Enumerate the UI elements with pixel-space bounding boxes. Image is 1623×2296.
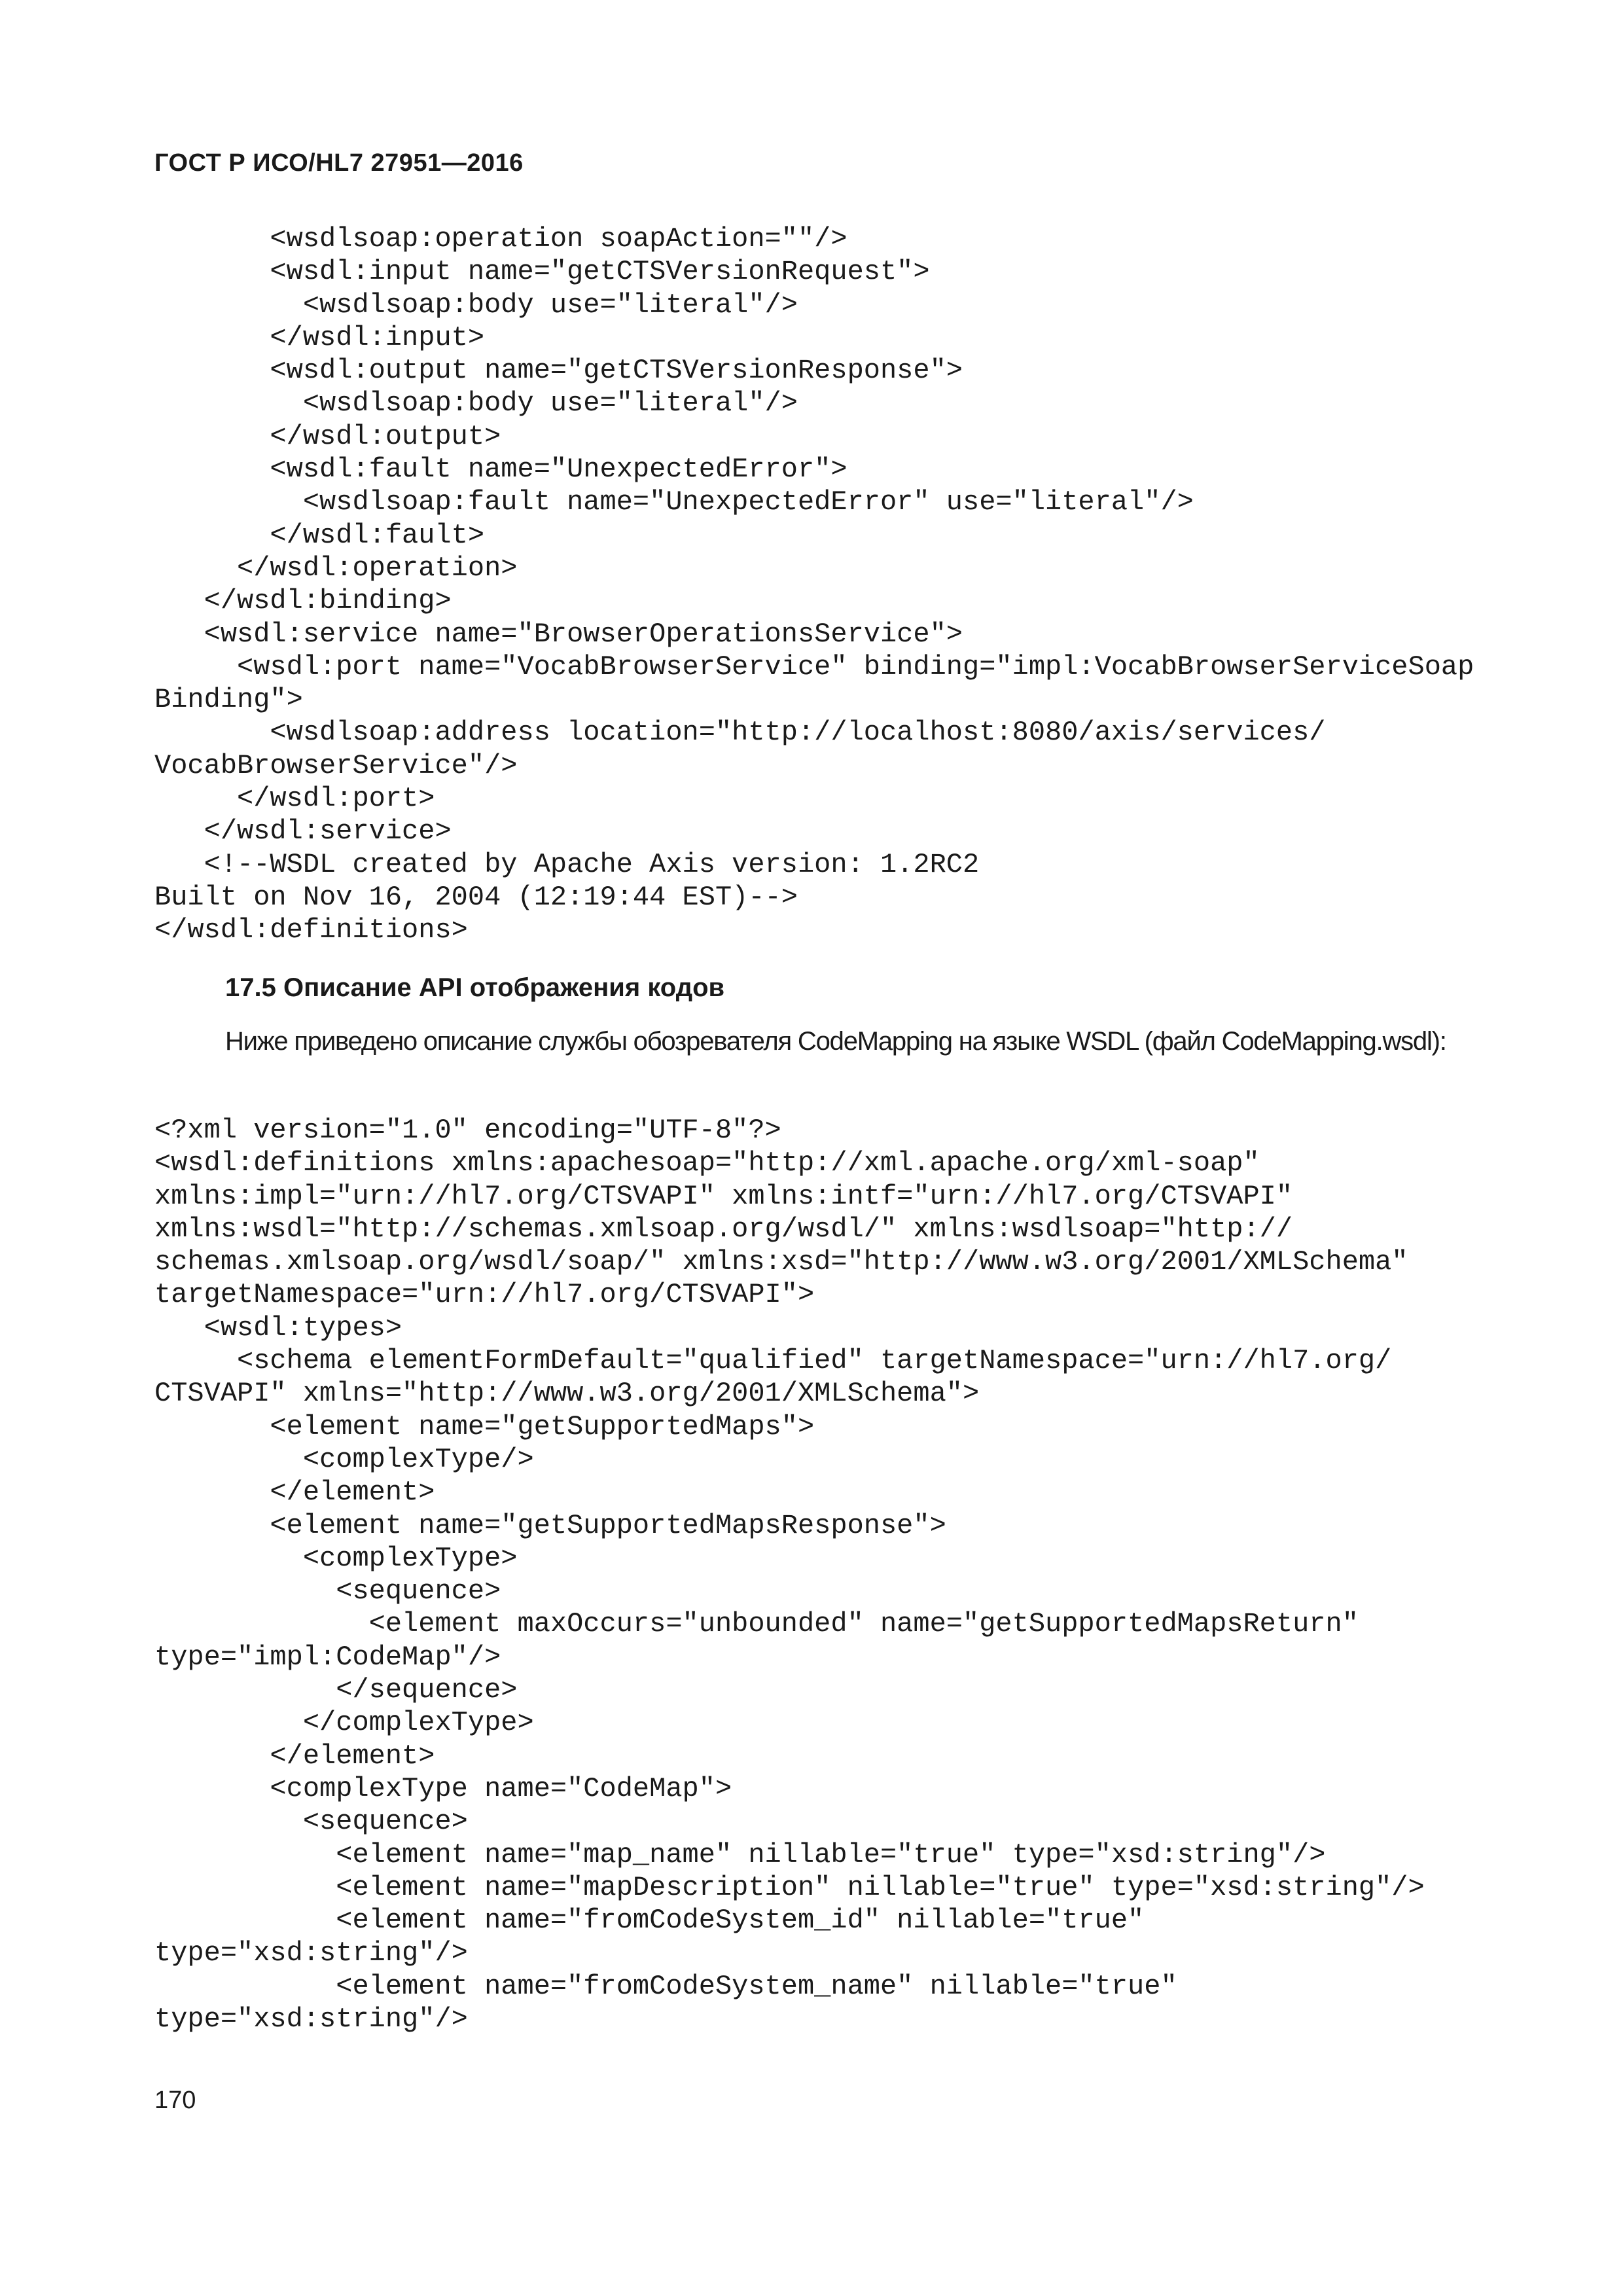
code-line: </complexType> — [154, 1707, 534, 1739]
code-line: schemas.xmlsoap.org/wsdl/soap/" xmlns:xsd="http://www.w3.org/2001/XMLSchema" — [154, 1246, 1408, 1278]
code-line: </wsdl:fault> — [154, 519, 485, 551]
code-line: <element name="fromCodeSystem_name" nillable="true" — [154, 1970, 1177, 2002]
code-line: </wsdl:service> — [154, 816, 452, 848]
code-line: <wsdl:input name="getCTSVersionRequest"> — [154, 256, 930, 288]
code-line: <wsdlsoap:body use="literal"/> — [154, 289, 798, 321]
code-line: <wsdlsoap:operation soapAction=""/> — [154, 223, 847, 255]
code-line: <!--WSDL created by Apache Axis version: 1.2RC2 — [154, 848, 980, 880]
code-line: <element name="fromCodeSystem_id" nillable="true" — [154, 1905, 1145, 1937]
code-line: <wsdl:types> — [154, 1312, 402, 1344]
code-line: Built on Nov 16, 2004 (12:19:44 EST)--> — [154, 881, 798, 913]
code-line: <wsdl:definitions xmlns:apachesoap="http://xml.apache.org/xml-soap" — [154, 1147, 1260, 1179]
code-line: </wsdl:binding> — [154, 585, 452, 617]
code-line: <wsdl:port name="VocabBrowserService" binding="impl:VocabBrowserServiceSoap — [154, 651, 1474, 683]
code-line: </wsdl:definitions> — [154, 914, 468, 946]
section-heading: 17.5 Описание API отображения кодов — [225, 973, 725, 1002]
code-line: <sequence> — [154, 1575, 501, 1607]
code-line: <element name="mapDescription" nillable="true" type="xsd:string"/> — [154, 1871, 1425, 1903]
code-line: xmlns:wsdl="http://schemas.xmlsoap.org/wsdl/" xmlns:wsdlsoap="http:// — [154, 1213, 1293, 1245]
wsdl-code-listing-continued — [154, 223, 1474, 947]
code-line: <wsdl:fault name="UnexpectedError"> — [154, 454, 847, 486]
code-line: <wsdl:output name="getCTSVersionResponse"> — [154, 355, 963, 387]
code-line: <wsdl:service name="BrowserOperationsService"> — [154, 618, 963, 650]
code-line: type="xsd:string"/> — [154, 2003, 468, 2036]
section-paragraph: Ниже приведено описание службы обозревателя CodeMapping на языке WSDL (файл CodeMapping.wsdl): — [225, 1027, 1446, 1056]
code-line: </wsdl:port> — [154, 783, 435, 815]
code-line: </wsdl:output> — [154, 420, 501, 452]
wsdl-code-listing-codemapping — [154, 1114, 1425, 2036]
code-line: <wsdlsoap:body use="literal"/> — [154, 387, 798, 420]
code-line: <?xml version="1.0" encoding="UTF-8"?> — [154, 1115, 781, 1146]
code-line: </wsdl:input> — [154, 321, 485, 353]
code-line: <complexType name="CodeMap"> — [154, 1772, 732, 1804]
code-line: </sequence> — [154, 1674, 518, 1706]
code-line: <schema elementFormDefault="qualified" targetNamespace="urn://hl7.org/ — [154, 1345, 1392, 1377]
code-line: <element name="map_name" nillable="true" type="xsd:string"/> — [154, 1839, 1326, 1871]
code-line: <element maxOccurs="unbounded" name="getSupportedMapsReturn" — [154, 1608, 1359, 1640]
page-number: 170 — [154, 2087, 196, 2114]
code-line: </element> — [154, 1740, 435, 1772]
code-line: <wsdlsoap:address location="http://localhost:8080/axis/services/ — [154, 717, 1326, 749]
code-line: type="xsd:string"/> — [154, 1937, 468, 1969]
code-line: xmlns:impl="urn://hl7.org/CTSVAPI" xmlns:intf="urn://hl7.org/CTSVAPI" — [154, 1180, 1293, 1212]
code-line: <wsdlsoap:fault name="UnexpectedError" use="literal"/> — [154, 486, 1194, 518]
code-line: VocabBrowserService"/> — [154, 749, 518, 781]
page-header: ГОСТ Р ИСО/HL7 27951—2016 — [154, 149, 524, 177]
code-line: Binding"> — [154, 684, 303, 716]
code-line: <complexType> — [154, 1542, 518, 1574]
code-line: <sequence> — [154, 1806, 468, 1838]
code-line: <element name="getSupportedMaps"> — [154, 1410, 815, 1443]
code-line: </wsdl:operation> — [154, 552, 518, 584]
code-line: </element> — [154, 1477, 435, 1509]
code-line: <complexType/> — [154, 1443, 534, 1475]
code-line: <element name="getSupportedMapsResponse"> — [154, 1509, 946, 1541]
code-line: type="impl:CodeMap"/> — [154, 1641, 501, 1673]
code-line: CTSVAPI" xmlns="http://www.w3.org/2001/XMLSchema"> — [154, 1378, 980, 1410]
code-line: targetNamespace="urn://hl7.org/CTSVAPI"> — [154, 1279, 815, 1311]
